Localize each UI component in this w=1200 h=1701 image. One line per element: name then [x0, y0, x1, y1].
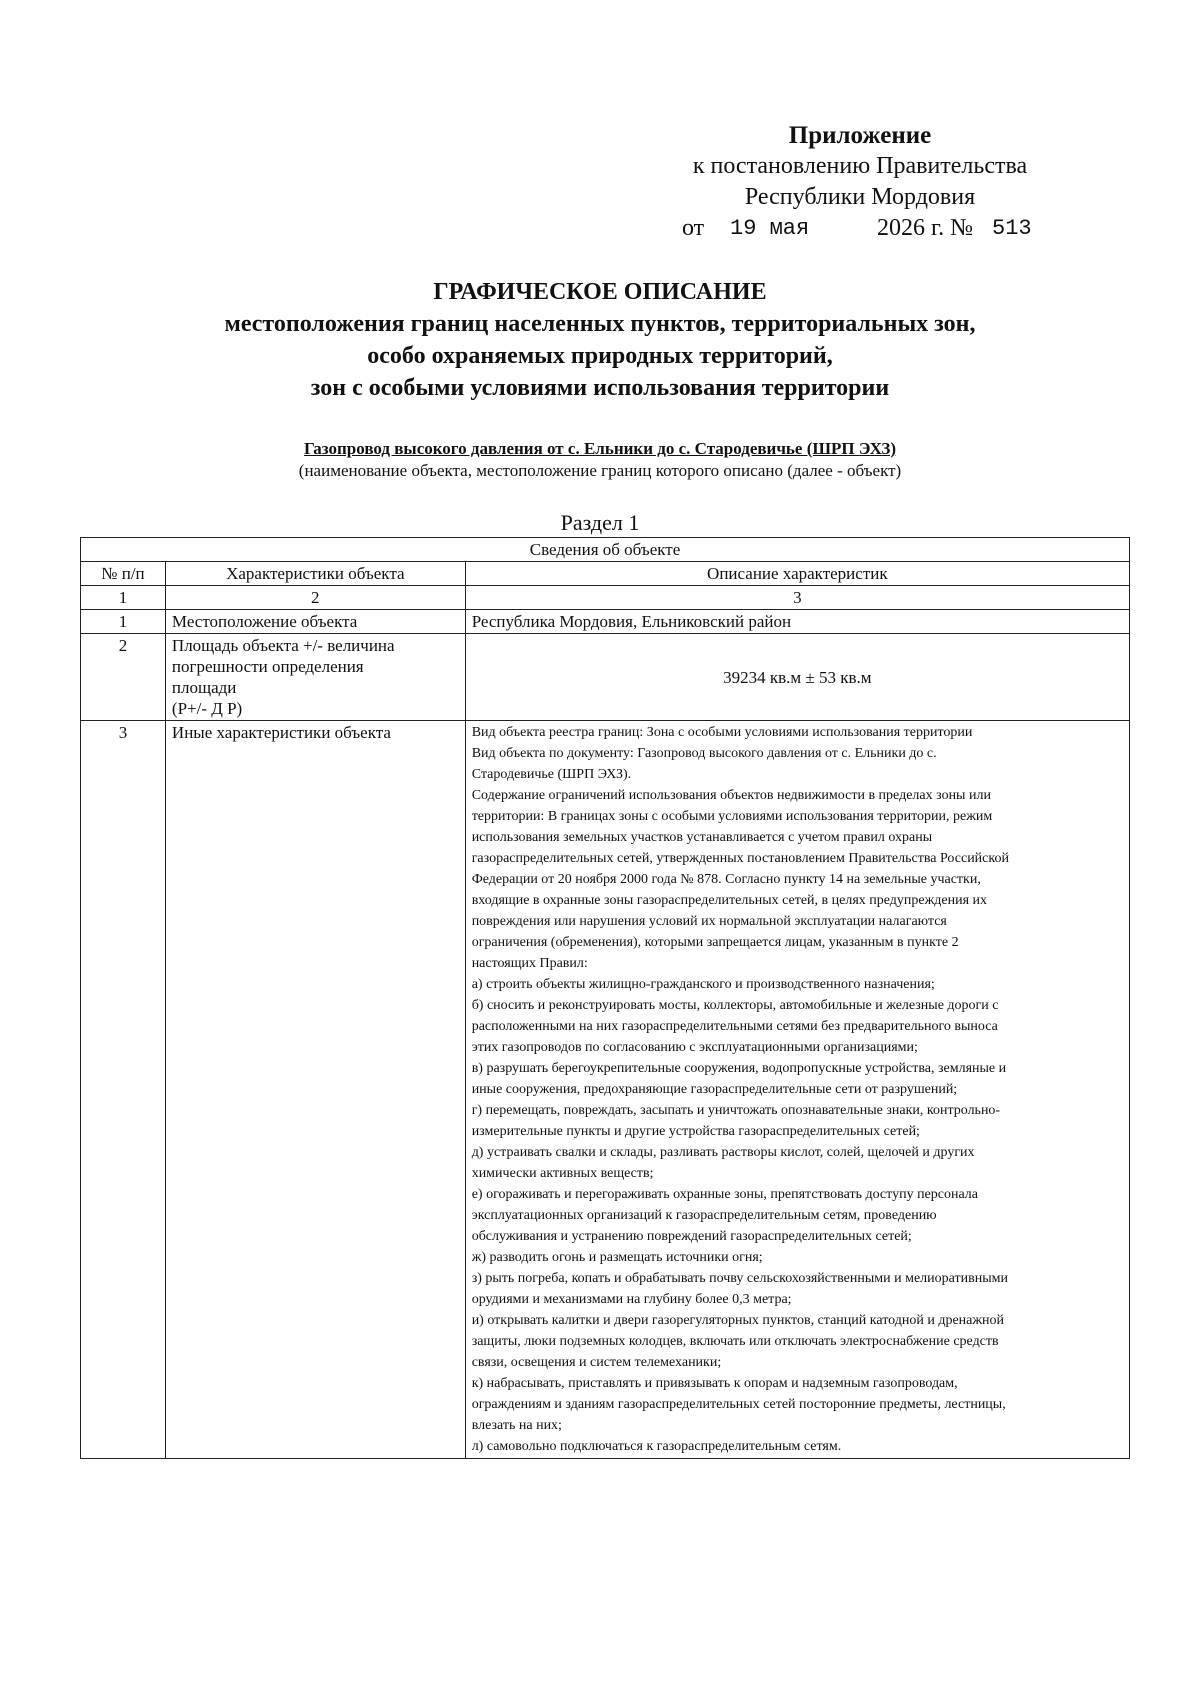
document-title — [100, 276, 1100, 404]
row-name-line: Площадь объекта +/- величина — [171, 636, 395, 655]
row-name-line: (P+/- Д P) — [171, 699, 243, 718]
description-line: газораспределительных сетей, утвержденных постановлением Правительства Российской — [471, 851, 1009, 866]
description-line: использования земельных участков устанавливается с учетом правил охраны — [471, 830, 933, 845]
description-line: г) перемещать, повреждать, засыпать и уничтожать опознавательные знаки, контрольно- — [471, 1103, 1001, 1118]
date-year: 2026 г. № — [877, 215, 974, 241]
object-name: Газопровод высокого давления от с. Ельники до с. Стародевичье (ШРП ЭХЗ) — [303, 439, 897, 458]
description-line: защиты, люки подземных колодцев, включать или отключать электроснабжение средств — [471, 1334, 999, 1349]
description-line: Стародевичье (ШРП ЭХЗ). — [471, 767, 632, 782]
table-row — [81, 634, 1130, 721]
date-prefix: от — [682, 215, 705, 241]
header-num: № п/п — [81, 562, 166, 586]
description-line: Федерации от 20 ноября 2000 года № 878. Согласно пункту 14 на земельные участки, — [471, 872, 981, 887]
row-name — [165, 634, 465, 721]
description-line: измерительные пункты и другие устройства газораспределительных сетей; — [471, 1124, 920, 1139]
title-line-3: особо охраняемых природных территорий, — [367, 343, 833, 369]
header-number-3: 3 — [465, 586, 1129, 610]
row-name: Местоположение объекта — [165, 610, 465, 634]
description-line: настоящих Правил: — [471, 956, 588, 971]
date-day: 19 мая — [730, 216, 810, 241]
description-line: л) самовольно подключаться к газораспределительным сетям. — [471, 1439, 842, 1454]
appendix-title: Приложение — [788, 122, 932, 149]
object-block — [80, 438, 1120, 482]
description-line: е) огораживать и перегораживать охранные зоны, препятствовать доступу персонала — [471, 1187, 979, 1202]
row-num: 2 — [81, 634, 166, 721]
description-line: д) устраивать свалки и склады, разливать растворы кислот, солей, щелочей и других — [471, 1145, 975, 1160]
description-line: входящие в охранные зоны газораспределительных сетей, в целях предупреждения их — [471, 893, 988, 908]
description-line: з) рыть погреба, копать и обрабатывать почву сельскохозяйственными и мелиоративными — [471, 1271, 1008, 1286]
description-line: б) сносить и реконструировать мосты, коллекторы, автомобильные и железные дороги с — [471, 998, 999, 1013]
appendix-date-line — [600, 213, 1120, 247]
description-line: обслуживания и устранению повреждений газораспределительных сетей; — [471, 1229, 912, 1244]
description-line: ограничения (обременения), которыми запрещается лицам, указанным в пункте 2 — [471, 935, 959, 950]
description-line: этих газопроводов по согласованию с эксплуатационными организациями; — [471, 1040, 918, 1055]
section-label: Раздел 1 — [560, 510, 640, 535]
description-line: к) набрасывать, приставлять и привязывать к опорам и надземным газопроводам, — [471, 1376, 958, 1391]
document-number: 513 — [992, 216, 1032, 241]
table-row — [81, 721, 1130, 1459]
row-name-line: погрешности определения — [171, 657, 364, 676]
appendix-line-1: к постановлению Правительства — [692, 153, 1028, 179]
description-line: ограждениям и зданиям газораспределительных сетей посторонние предметы, лестницы, — [471, 1397, 1006, 1412]
description-line: химически активных веществ; — [471, 1166, 654, 1181]
header-description: Описание характеристик — [465, 562, 1129, 586]
table-row — [81, 610, 1130, 634]
description-line: повреждения или нарушения условий их нормальной эксплуатации налагаются — [471, 914, 947, 929]
description-line: связи, освещения и систем телемеханики; — [471, 1355, 722, 1370]
description-line: Содержание ограничений использования объектов недвижимости в пределах зоны или — [471, 788, 991, 803]
title-line-4: зон с особыми условиями использования территории — [310, 375, 890, 401]
title-line-2: местоположения границ населенных пунктов, территориальных зон, — [224, 311, 976, 337]
other-characteristics-description — [465, 721, 1129, 1459]
header-number-2: 2 — [165, 586, 465, 610]
description-line: территории: В границах зоны с особыми условиями использования территории, режим — [471, 809, 993, 824]
object-caption: (наименование объекта, местоположение границ которого описано (далее - объект) — [298, 461, 902, 480]
appendix-header — [600, 120, 1120, 247]
area-value: 39234 кв.м ± 53 кв.м — [465, 634, 1129, 721]
row-name: Иные характеристики объекта — [165, 721, 465, 1459]
row-name-line: площади — [171, 678, 237, 697]
description-line: а) строить объекты жилищно-гражданского и производственного назначения; — [471, 977, 935, 992]
table-title: Сведения об объекте — [81, 538, 1130, 562]
appendix-line-2: Республики Мордовия — [744, 184, 976, 210]
description-line: влезать на них; — [471, 1418, 562, 1433]
description-line: расположенными на них газораспределительными сетями без предварительного выноса — [471, 1019, 998, 1034]
title-line-1: ГРАФИЧЕСКОЕ ОПИСАНИЕ — [433, 279, 767, 305]
description-line: эксплуатационных организаций к газораспределительным сетям, проведению — [471, 1208, 937, 1223]
description-line: Вид объекта реестра границ: Зона с особыми условиями использования территории — [471, 725, 973, 740]
description-line: иные сооружения, предохраняющие газораспределительные сети от разрушений; — [471, 1082, 958, 1097]
description-line: и) открывать калитки и двери газорегуляторных пунктов, станций катодной и дренажной — [471, 1313, 1005, 1328]
header-characteristic: Характеристики объекта — [165, 562, 465, 586]
description-line: ж) разводить огонь и размещать источники огня; — [471, 1250, 763, 1265]
row-value: Республика Мордовия, Ельниковский район — [465, 610, 1129, 634]
row-num: 3 — [81, 721, 166, 1459]
header-number-1: 1 — [81, 586, 166, 610]
description-line: в) разрушать берегоукрепительные сооружения, водопропускные устройства, земляные и — [471, 1061, 1007, 1076]
object-info-table — [80, 537, 1130, 1459]
row-num: 1 — [81, 610, 166, 634]
description-line: Вид объекта по документу: Газопровод высокого давления от с. Ельники до с. — [471, 746, 937, 761]
description-line: орудиями и механизмами на глубину более 0,3 метра; — [471, 1292, 792, 1307]
